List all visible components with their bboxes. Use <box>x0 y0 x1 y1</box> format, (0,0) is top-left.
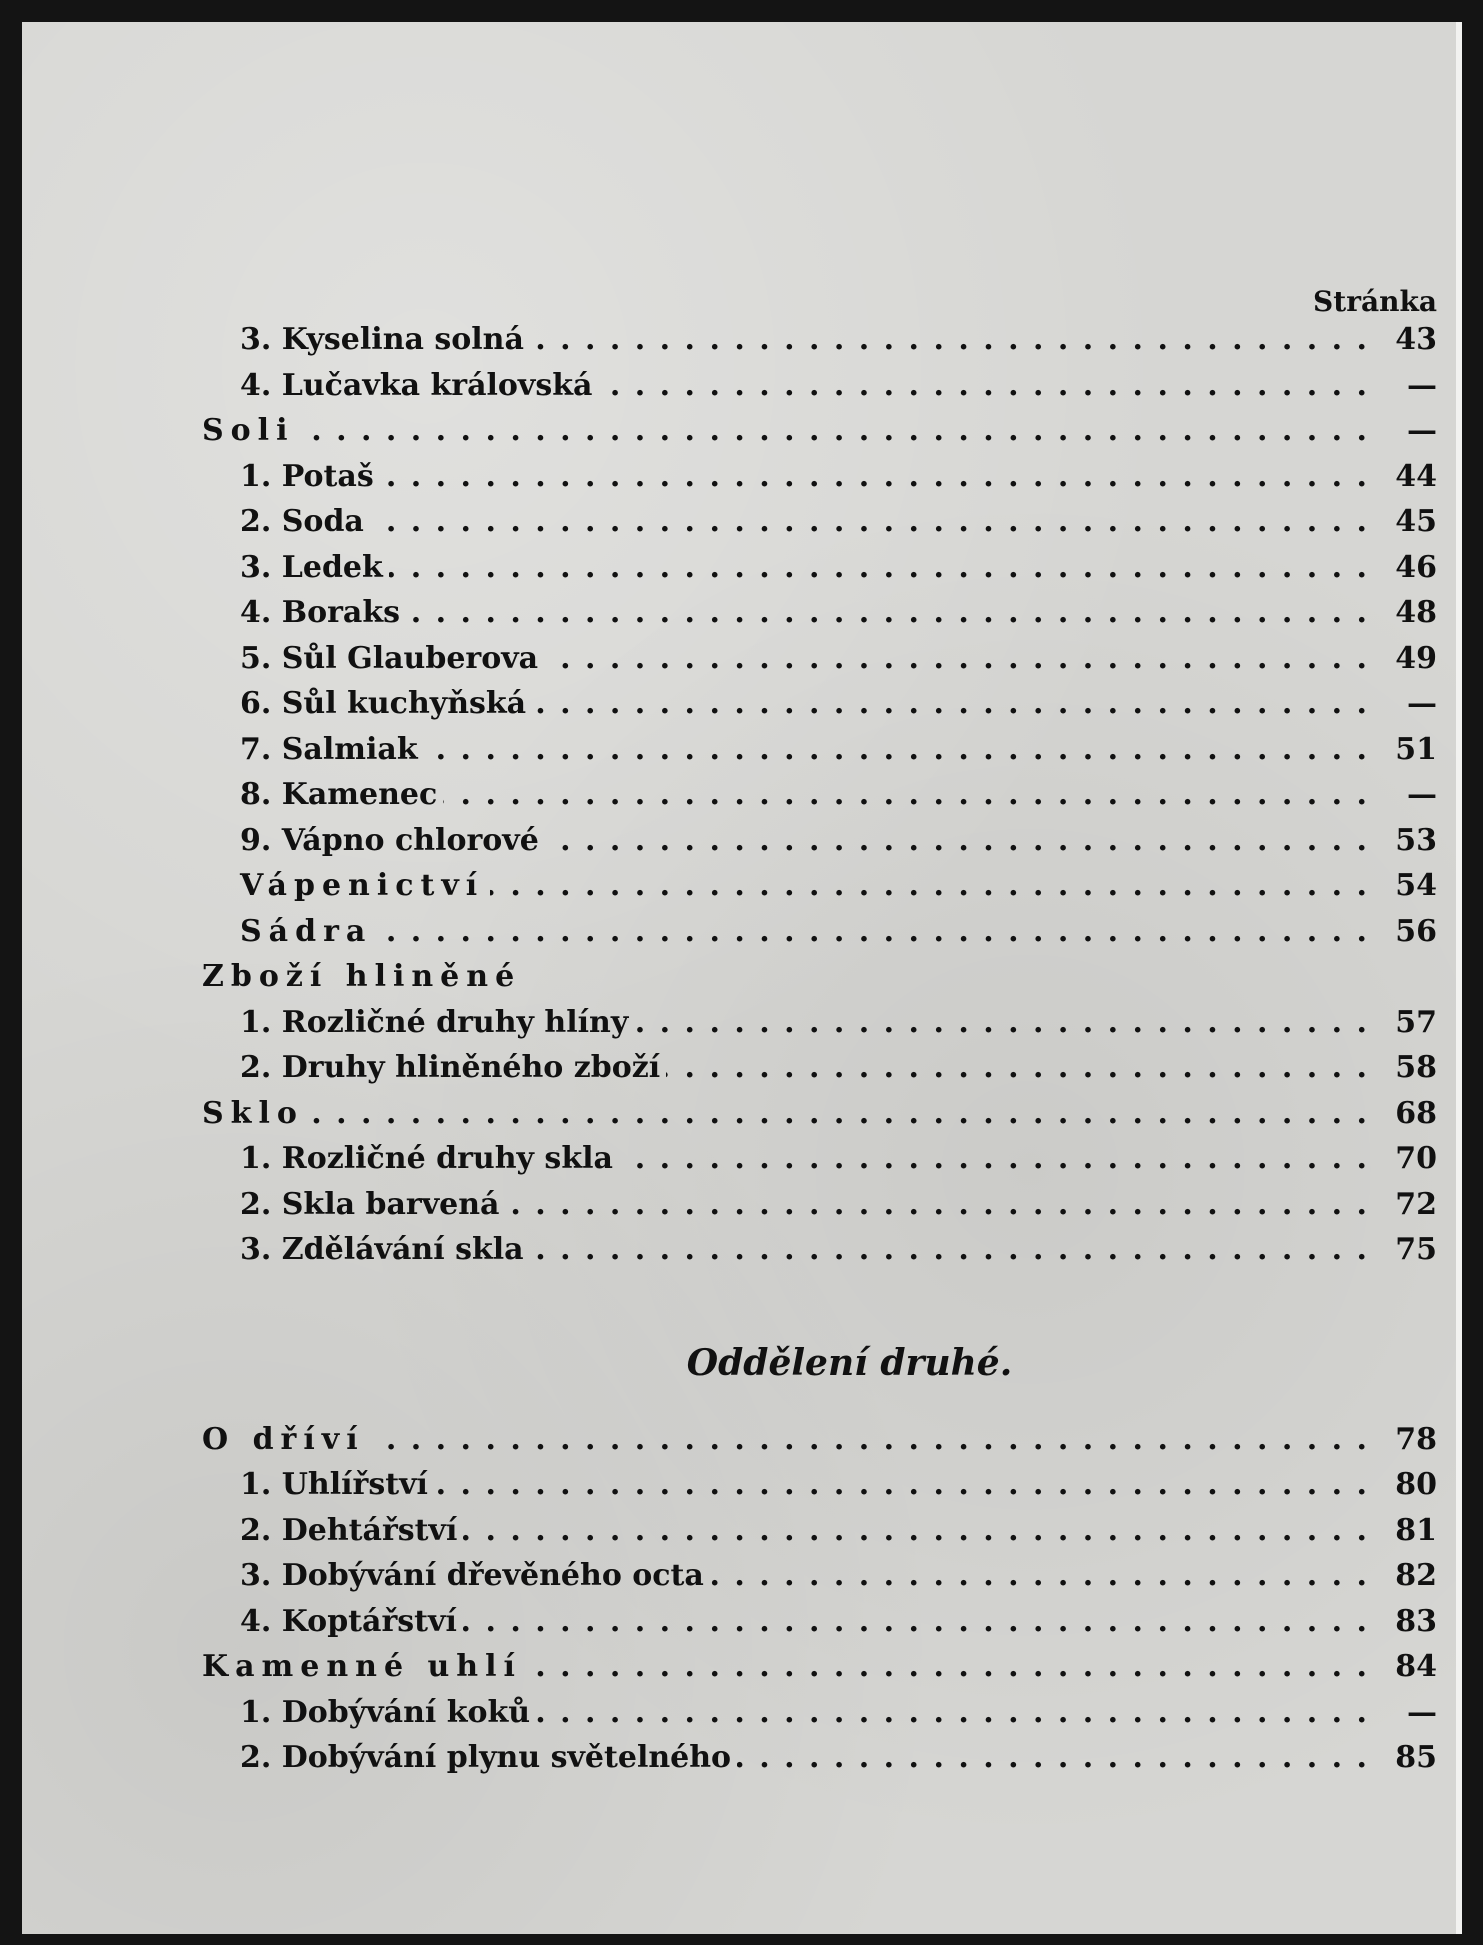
dot-leader <box>532 681 1367 727</box>
dot-leader <box>536 1690 1367 1736</box>
toc-entry <box>202 1553 1437 1599</box>
toc-entry-page: 85 <box>1395 1740 1437 1775</box>
spacer <box>202 1395 1437 1417</box>
toc-entry <box>202 1417 1437 1463</box>
page-edge <box>1456 22 1462 1934</box>
toc-entry-title: 1. Potaš <box>240 458 374 494</box>
toc-entry <box>202 818 1437 864</box>
toc-entry <box>202 545 1437 591</box>
dot-leader <box>443 772 1367 818</box>
toc-entry-page: 45 <box>1395 504 1437 539</box>
toc-entry <box>202 772 1437 818</box>
toc-entry-page: — <box>1407 413 1437 448</box>
toc-header <box>202 277 1437 317</box>
dot-leader <box>490 863 1367 909</box>
toc-entry-title: 8. Kamenec <box>240 777 438 812</box>
toc-entry <box>202 499 1437 545</box>
dot-leader <box>389 545 1367 591</box>
toc-entry <box>202 408 1437 454</box>
dot-leader <box>530 1227 1367 1273</box>
toc-entry <box>202 863 1437 909</box>
toc-entry <box>202 1045 1437 1091</box>
table-of-contents <box>202 277 1437 1781</box>
toc-entry-page: 51 <box>1395 731 1437 767</box>
toc-entry-page: 56 <box>1395 913 1437 949</box>
dot-leader <box>737 1735 1367 1781</box>
toc-entry <box>202 1091 1437 1137</box>
toc-entry-title: Kamenné uhlí <box>202 1649 522 1684</box>
toc-entry-title: 4. Lučavka královská <box>240 367 593 403</box>
toc-entry-page: — <box>1407 367 1437 403</box>
toc-entry-title: 1. Uhlířství <box>240 1467 428 1502</box>
dot-leader <box>528 1644 1367 1690</box>
toc-entry-page: — <box>1407 686 1437 721</box>
toc-entry-page: 84 <box>1395 1649 1437 1684</box>
dot-leader <box>463 1508 1367 1554</box>
toc-entry <box>202 1182 1437 1228</box>
toc-entry-title: 1. Rozličné druhy skla <box>240 1141 613 1176</box>
toc-entry <box>202 1735 1437 1781</box>
toc-entry <box>202 1000 1437 1046</box>
toc-entry-title: 2. Soda <box>240 504 364 539</box>
dot-leader <box>370 499 1367 545</box>
toc-entry-title: O dříví <box>202 1421 365 1457</box>
dot-leader <box>300 408 1367 454</box>
toc-entry-page: 81 <box>1395 1512 1437 1548</box>
toc-entry <box>202 909 1437 955</box>
toc-entry-title: 4. Koptářství <box>240 1603 457 1639</box>
toc-entry-page: 72 <box>1395 1186 1437 1222</box>
toc-entry-title: 9. Vápno chlorové <box>240 822 539 858</box>
dot-leader <box>406 590 1367 636</box>
toc-entry-page: 80 <box>1395 1467 1437 1502</box>
dot-leader <box>710 1553 1367 1599</box>
toc-entry-title: 7. Salmiak <box>240 731 418 767</box>
toc-entry-title: 3. Ledek <box>240 549 383 585</box>
toc-entry-title: Soli <box>202 413 295 448</box>
dot-leader <box>378 909 1367 955</box>
dot-leader <box>371 1417 1367 1463</box>
toc-entry-title: 3. Dobývání dřevěného octa <box>240 1558 704 1593</box>
dot-leader <box>544 636 1367 682</box>
toc-entry-title: Zboží hliněné <box>202 959 522 994</box>
toc-entry-title: Vápenictví <box>240 868 485 903</box>
toc-entry <box>202 1462 1437 1508</box>
toc-entry-page: 53 <box>1395 822 1437 858</box>
toc-entry-page: 75 <box>1395 1232 1437 1267</box>
dot-leader <box>310 1091 1367 1137</box>
dot-leader <box>424 727 1367 773</box>
toc-entry <box>202 1599 1437 1645</box>
toc-entry-title: 2. Dehtářství <box>240 1512 458 1548</box>
toc-entry-page: 54 <box>1395 868 1437 903</box>
toc-entry <box>202 636 1437 682</box>
toc-entry-page: 83 <box>1395 1603 1437 1639</box>
toc-entry <box>202 590 1437 636</box>
toc-entry <box>202 681 1437 727</box>
toc-entry-page: 78 <box>1395 1421 1437 1457</box>
toc-entry-page: 68 <box>1395 1095 1437 1131</box>
toc-entry-title: 1. Rozličné druhy hlíny <box>240 1004 629 1040</box>
toc-entry-title: 2. Druhy hliněného zboží <box>240 1050 661 1085</box>
toc-entry-title: 2. Dobývání plynu světelného <box>240 1740 732 1775</box>
toc-entry-page: 82 <box>1395 1558 1437 1593</box>
spacer <box>202 1273 1437 1331</box>
toc-entry <box>202 1508 1437 1554</box>
dot-leader <box>530 317 1367 363</box>
toc-entry-page: 70 <box>1395 1141 1437 1176</box>
toc-entry-page: 43 <box>1395 322 1437 357</box>
toc-entry-title: Sklo <box>202 1095 304 1131</box>
toc-entry-title: 4. Boraks <box>240 595 401 630</box>
toc-entry <box>202 1644 1437 1690</box>
toc-entry-page: — <box>1407 777 1437 812</box>
dot-leader <box>666 1045 1367 1091</box>
dot-leader <box>463 1599 1367 1645</box>
toc-entry <box>202 1227 1437 1273</box>
dot-leader <box>505 1182 1367 1228</box>
toc-entry-title: 6. Sůl kuchyňská <box>240 686 527 721</box>
toc-entry <box>202 317 1437 363</box>
scanned-page <box>22 22 1462 1934</box>
dot-leader <box>545 818 1367 864</box>
toc-entry-page: 57 <box>1395 1004 1437 1040</box>
toc-entry <box>202 1136 1437 1182</box>
toc-part-1 <box>202 317 1437 1273</box>
toc-entry-page: 58 <box>1395 1050 1437 1085</box>
dot-leader <box>434 1462 1367 1508</box>
toc-entry-title: 5. Sůl Glauberova <box>240 640 539 676</box>
toc-entry-title: 2. Skla barvená <box>240 1186 500 1222</box>
toc-entry-title: 3. Zdělávání skla <box>240 1232 524 1267</box>
toc-entry <box>202 363 1437 409</box>
dot-leader <box>380 454 1367 500</box>
page-column-label: Stránka <box>1313 285 1437 318</box>
dot-leader <box>634 1000 1367 1046</box>
toc-entry-page: 44 <box>1395 458 1437 494</box>
dot-leader <box>598 363 1367 409</box>
toc-entry-title: 3. Kyselina solná <box>240 322 524 357</box>
toc-entry-title: Sádra <box>240 913 373 949</box>
toc-entry-page: 49 <box>1395 640 1437 676</box>
toc-part-2 <box>202 1417 1437 1781</box>
toc-entry <box>202 1690 1437 1736</box>
toc-entry <box>202 454 1437 500</box>
toc-entry-page: 48 <box>1395 595 1437 630</box>
toc-entry-page: — <box>1407 1694 1437 1730</box>
section-heading: Oddělení druhé. <box>686 1341 1013 1384</box>
dot-leader <box>619 1136 1367 1182</box>
toc-entry <box>202 954 1437 1000</box>
toc-entry-page: 46 <box>1395 549 1437 585</box>
toc-entry <box>202 727 1437 773</box>
toc-entry-title: 1. Dobývání koků <box>240 1694 531 1730</box>
